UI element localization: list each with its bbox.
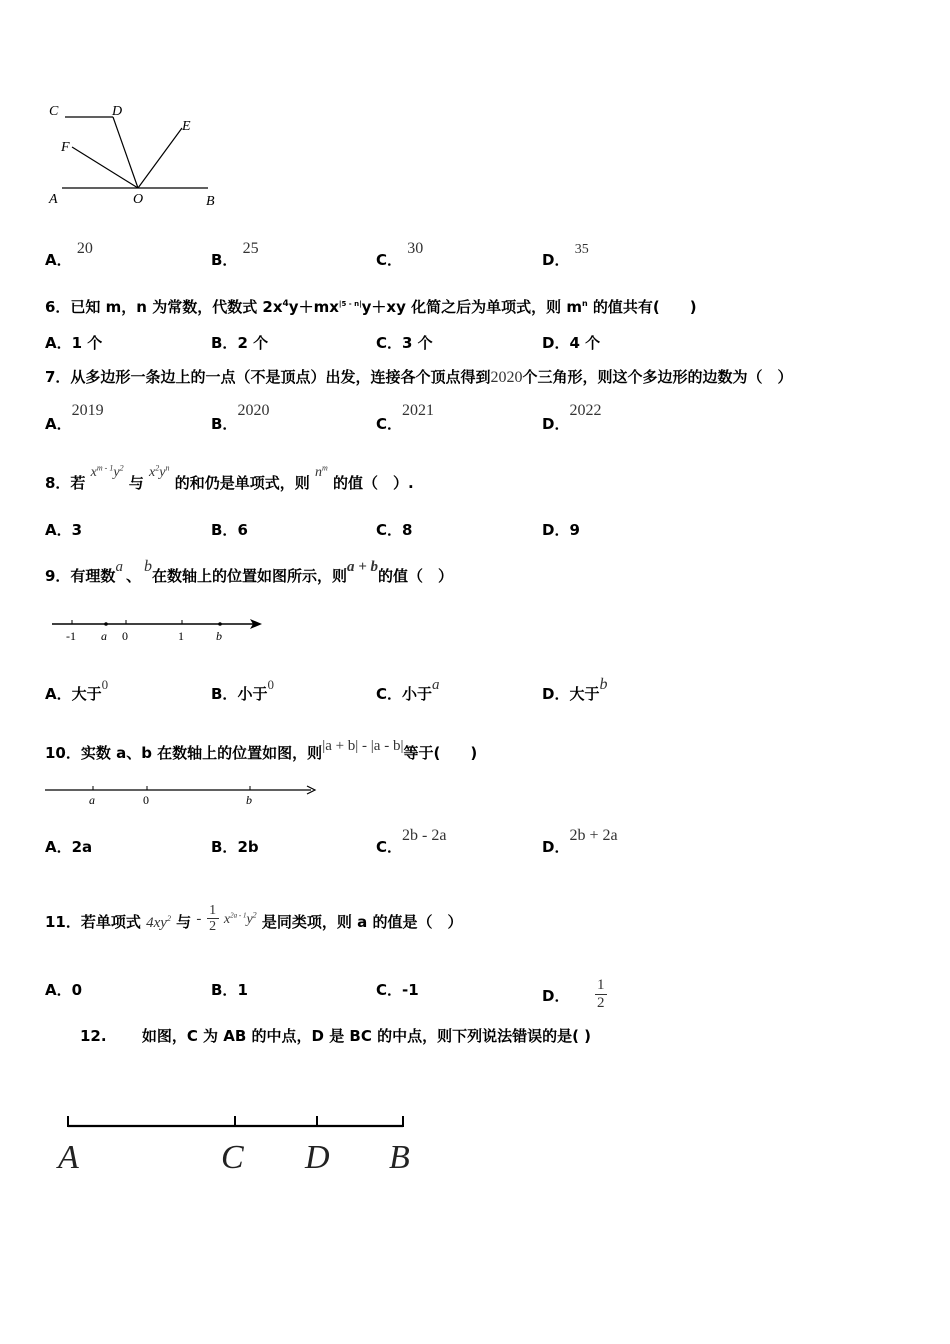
q10-label-0: 0 — [143, 793, 149, 807]
label-f: F — [61, 140, 70, 155]
point-label-b: B — [389, 1139, 410, 1176]
q11-option-a[interactable]: A．0 — [45, 981, 83, 999]
q9-label-0: 0 — [122, 629, 128, 643]
q12-segment-figure — [55, 1110, 425, 1180]
q6-option-d[interactable]: D．4 个 — [542, 334, 601, 352]
q10-number-line-svg — [43, 780, 323, 810]
label-c: C — [49, 104, 59, 119]
q7-option-b[interactable]: B．2020 — [211, 402, 270, 433]
q9-number-line — [50, 612, 270, 646]
ray-od — [113, 117, 138, 188]
q5-option-b[interactable]: B． 25 — [211, 240, 259, 269]
q9-label-neg1: -1 — [66, 629, 76, 643]
ray-of — [72, 147, 138, 188]
q9-point-a — [104, 622, 108, 626]
q5-option-d[interactable]: D． 35 — [542, 242, 589, 269]
label-b: B — [206, 194, 215, 209]
q5-option-c[interactable]: C． 30 — [376, 240, 424, 269]
q7-option-c[interactable]: C．2021 — [376, 402, 435, 433]
q7-stem: 7．从多边形一条边上的一点（不是顶点）出发，连接各个顶点得到2020个三角形，则这个多边形的边数为（ ） — [45, 368, 793, 386]
q11-option-d[interactable]: D． $\frac{1}{2}$ — [542, 979, 607, 1014]
q6-stem: 6．已知 m，n 为常数，代数式 $2x^4y+mx^{|5 - n|}y+xy$ 化简之后为单项式，则 $m^n$ 的值共有( ) — [45, 298, 697, 316]
q9-label-1: 1 — [178, 629, 184, 643]
label-a: A — [49, 192, 58, 207]
q11-option-b[interactable]: B．1 — [211, 981, 248, 999]
q6-option-a[interactable]: A．1 个 — [45, 334, 103, 352]
q10-label-b: b — [246, 793, 252, 807]
q9-option-c[interactable]: C．小于a — [376, 677, 440, 703]
q8-option-d[interactable]: D．9 — [542, 521, 580, 539]
q10-number-line — [43, 780, 323, 810]
angle-figure-svg — [40, 95, 230, 215]
q6-option-b[interactable]: B．2 个 — [211, 334, 269, 352]
point-label-d: D — [305, 1139, 330, 1176]
q11-option-d-fraction: $\frac{1}{2}$ — [595, 977, 607, 1012]
label-e: E — [182, 119, 191, 134]
q9-stem: 9．有理数a 、b在数轴上的位置如图所示，则a + b的值（ ） — [45, 558, 454, 585]
angle-figure — [40, 95, 230, 215]
q8-option-a[interactable]: A．3 — [45, 521, 83, 539]
q8-stem: 8．若 $x^{m - 1}y^2$ 与 $x^2y^n$ 的和仍是单项式，则 $n^m$ 的值（ ）. — [45, 463, 414, 492]
q10-option-a[interactable]: A．2a — [45, 838, 93, 856]
q11-fraction: $\frac{1}{2}$ — [207, 903, 219, 934]
point-label-a: A — [58, 1139, 79, 1176]
ray-oe — [138, 128, 182, 188]
q7-option-d[interactable]: D．2022 — [542, 402, 602, 433]
q9-label-a: a — [101, 629, 107, 643]
q11-option-c[interactable]: C．-1 — [376, 981, 419, 999]
q8-option-b[interactable]: B．6 — [211, 521, 248, 539]
label-o: O — [133, 192, 144, 207]
q10-stem: 10．实数 a、b 在数轴上的位置如图，则|a + b| - |a - b|等于( ) — [45, 738, 478, 762]
point-label-c: C — [221, 1139, 244, 1176]
q12-segment-svg — [55, 1110, 425, 1180]
q10-option-d[interactable]: D．2b + 2a — [542, 827, 618, 856]
q9-point-b — [218, 622, 222, 626]
q8-option-c[interactable]: C．8 — [376, 521, 413, 539]
q9-label-b: b — [216, 629, 222, 643]
q11-stem: 11．若单项式 $4xy^2$ 与 - $\frac{1}{2}$ $x^{2a - 1}y^2$ 是同类项，则 a 的值是（ ） — [45, 903, 463, 934]
q9-number-line-svg — [50, 612, 270, 646]
q5-option-a[interactable]: A． 20 — [45, 240, 93, 269]
q9-option-a[interactable]: A．大于0 — [45, 677, 109, 703]
q9-option-b[interactable]: B．小于0 — [211, 677, 274, 703]
q10-option-b[interactable]: B．2b — [211, 838, 259, 856]
q12-stem: 12. 如图，C 为 AB 的中点，D 是 BC 的中点，则下列说法错误的是( ) — [80, 1027, 592, 1045]
q7-option-a[interactable]: A．2019 — [45, 402, 104, 433]
q6-option-c[interactable]: C．3 个 — [376, 334, 433, 352]
label-d: D — [112, 104, 123, 119]
q9-option-d[interactable]: D．大于b — [542, 676, 608, 703]
q10-option-c[interactable]: C．2b - 2a — [376, 827, 447, 856]
q10-label-a: a — [89, 793, 95, 807]
